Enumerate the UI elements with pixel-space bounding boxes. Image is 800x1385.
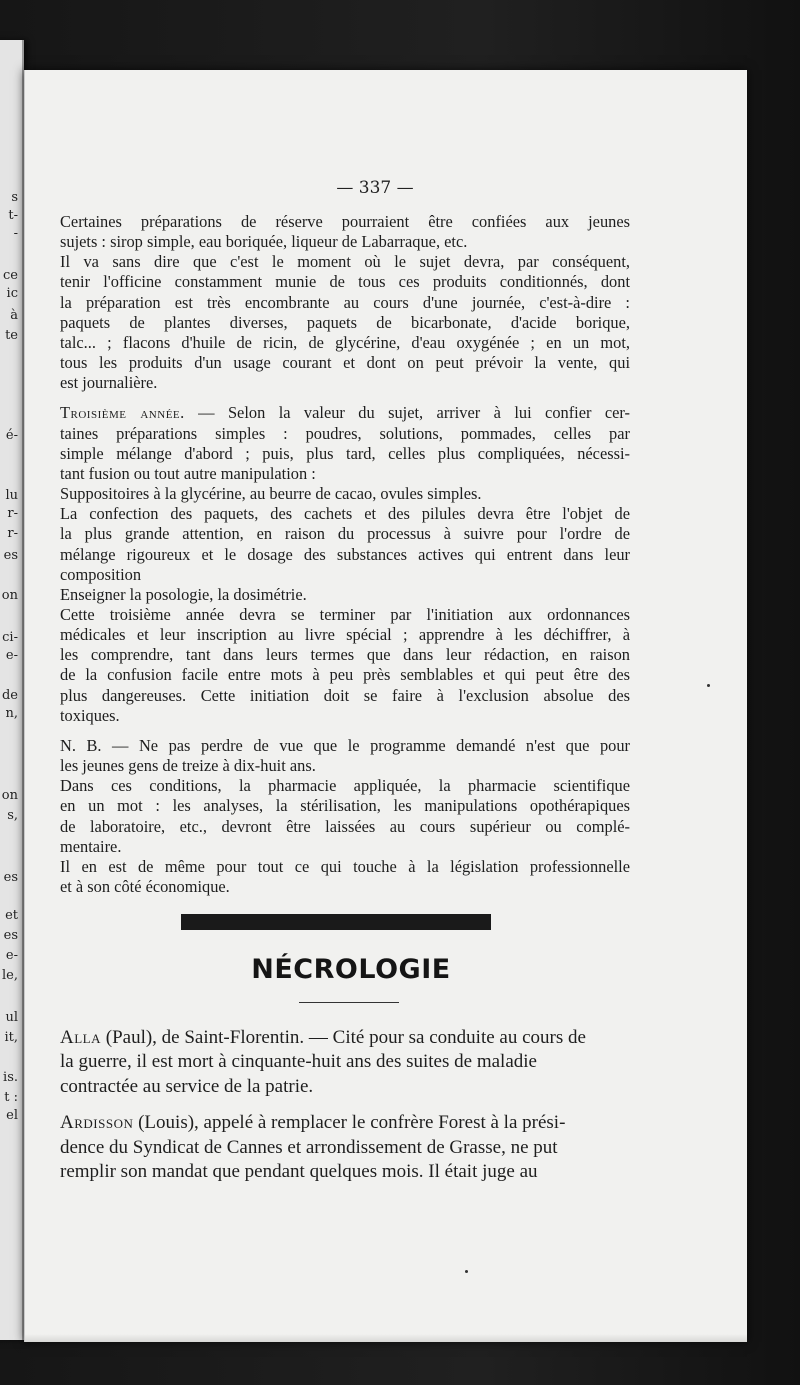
- text-line: [60, 817, 630, 837]
- text-line: [60, 313, 630, 333]
- text-line: [60, 1160, 630, 1184]
- paragraph: [60, 504, 630, 585]
- line-text: tant fusion ou tout autre manipulation :: [60, 463, 316, 483]
- facing-page-fragment: et: [5, 908, 18, 923]
- facing-page-fragment: is.: [3, 1070, 18, 1085]
- paragraph: [60, 484, 630, 504]
- text-line: [60, 585, 630, 605]
- line-text: remplir son mandat que pendant quelques mois. Il était juge au: [60, 1161, 538, 1183]
- text-line: [60, 1111, 630, 1135]
- line-text: Enseigner la posologie, la dosimétrie.: [60, 584, 307, 604]
- speck: [707, 684, 710, 687]
- section-title: NÉCROLOGIE: [251, 954, 451, 985]
- paragraph: [60, 857, 630, 897]
- paragraph: [60, 585, 630, 605]
- text-line: [60, 1050, 630, 1074]
- line-text: de la confusion facile entre mots à peu près semblables et qui peut être des: [60, 665, 630, 685]
- facing-page-fragment: le,: [2, 968, 18, 983]
- facing-page-fragment: s: [11, 190, 18, 205]
- line-text: médicales et leur inscription au livre spécial ; apprendre à les déchiffrer, à: [60, 625, 630, 645]
- line-text: taines préparations simples : poudres, solutions, pommades, celles par: [60, 423, 630, 443]
- text-line: [60, 504, 630, 524]
- facing-page-fragment: es: [3, 928, 18, 943]
- text-line: [60, 706, 630, 726]
- line-text: les jeunes gens de treize à dix-huit ans.: [60, 756, 316, 776]
- section-divider-bar: [181, 914, 491, 930]
- facing-page-fragment: on: [1, 788, 18, 803]
- facing-page-fragment: ic: [6, 286, 18, 301]
- line-text: paquets de plantes diverses, paquets de bicarbonate, d'acide borique,: [60, 312, 630, 332]
- line-text: talc... ; flacons d'huile de ricin, de glycérine, d'eau oxygénée ; en un mot,: [60, 332, 630, 352]
- facing-page-fragment: ul: [5, 1010, 18, 1025]
- paragraph: [60, 776, 630, 857]
- line-text: de laboratoire, etc., devront être laissées au cours supérieur ou complé-: [60, 816, 630, 836]
- facing-page-fragment: r-: [7, 506, 18, 521]
- facing-page-fragment: ce: [3, 268, 18, 283]
- line-text: composition: [60, 564, 142, 584]
- facing-page-fragment: e-: [5, 948, 18, 963]
- line-text: tenir l'officine constamment munie de tous ces produits conditionnés, dont: [60, 272, 630, 292]
- body-text: [60, 212, 630, 897]
- text-line: [60, 1026, 630, 1050]
- facing-page-fragment: e-: [5, 648, 18, 663]
- text-line: [60, 837, 630, 857]
- line-text: Cette troisième année devra se terminer par l'initiation aux ordonnances: [60, 604, 630, 624]
- text-line: [60, 756, 630, 776]
- text-line: [60, 736, 630, 756]
- text-line: [60, 645, 630, 665]
- facing-page-fragment: t-: [8, 208, 18, 223]
- text-line: [60, 252, 630, 272]
- line-text: plus dangereuses. Cette initiation doit se faire à l'exclusion absolue des: [60, 685, 630, 705]
- text-line: [60, 272, 630, 292]
- text-line: [60, 605, 630, 625]
- facing-page-fragment: es: [3, 548, 18, 563]
- obituary-name: Alla: [60, 1027, 101, 1048]
- facing-page-fragment: lu: [5, 488, 18, 503]
- facing-page-fragment: el: [6, 1108, 18, 1123]
- facing-page-fragment: t :: [4, 1090, 18, 1105]
- line-text: contractée au service de la patrie.: [60, 1075, 314, 1097]
- paragraph: [60, 403, 630, 484]
- line-text: Il en est de même pour tout ce qui touche à la législation professionnelle: [60, 856, 630, 876]
- line-text: en un mot : les analyses, la stérilisation, les manipulations opothérapiques: [60, 796, 630, 816]
- facing-page-fragment: à: [10, 308, 18, 323]
- text-line: [60, 464, 630, 484]
- text-line: [60, 444, 630, 464]
- facing-page-edge: [0, 40, 24, 1340]
- line-text: La confection des paquets, des cachets et des pilules devra être l'objet de: [60, 504, 630, 524]
- facing-page-fragment: é-: [5, 428, 18, 443]
- line-text: toxiques.: [60, 705, 120, 725]
- text-line: [60, 333, 630, 353]
- document-page: [24, 70, 747, 1342]
- line-text: les comprendre, tant dans leurs termes que dans leur rédaction, en raison: [60, 645, 630, 665]
- paragraph-gap: [60, 726, 630, 736]
- facing-page-fragment: on: [1, 588, 18, 603]
- text-line: [60, 403, 630, 423]
- obituary-entry: [60, 1026, 630, 1099]
- text-line: [60, 686, 630, 706]
- text-line: [60, 796, 630, 816]
- line-text: la plus grande attention, en raison du processus à suivre pour l'ordre de: [60, 524, 630, 544]
- line-text: tous les produits d'un usage courant et dont on peut prévoir la vente, qui: [60, 353, 630, 373]
- facing-page-fragment: te: [5, 328, 18, 343]
- text-line: [60, 484, 630, 504]
- line-text: N. B. — Ne pas perdre de vue que le programme demandé n'est que pour: [60, 735, 630, 755]
- text-line: [60, 373, 630, 393]
- text-line: [60, 625, 630, 645]
- paragraph: [60, 252, 630, 393]
- title-underline: [299, 1002, 399, 1003]
- text-line: [60, 877, 630, 897]
- text-line: [60, 1075, 630, 1099]
- paragraph: [60, 212, 630, 252]
- text-line: [60, 232, 630, 252]
- text-line: [60, 212, 630, 232]
- section-lead: Troisième année.: [60, 403, 185, 423]
- line-text: est journalière.: [60, 373, 158, 393]
- text-line: [60, 665, 630, 685]
- paragraph-gap: [60, 393, 630, 403]
- line-text: sujets : sirop simple, eau boriquée, liqueur de Labarraque, etc.: [60, 232, 468, 252]
- paragraph: [60, 736, 630, 776]
- text-line: [60, 524, 630, 544]
- line-text: et à son côté économique.: [60, 877, 230, 896]
- facing-page-fragment: it,: [4, 1030, 18, 1045]
- text-line: [60, 565, 630, 585]
- line-text: la guerre, il est mort à cinquante-huit ans des suites de maladie: [60, 1051, 537, 1073]
- facing-page-fragment: ci-: [2, 630, 18, 645]
- line-text: Suppositoires à la glycérine, au beurre de cacao, ovules simples.: [60, 484, 482, 504]
- line-text: la préparation est très encombrante au cours d'une journée, c'est-à-dire :: [60, 292, 630, 312]
- line-text: simple mélange d'abord ; puis, plus tard, celles plus compliquées, nécessi-: [60, 443, 630, 463]
- line-text: mélange rigoureux et le dosage des substances actives qui entrent dans leur: [60, 544, 630, 564]
- facing-page-fragment: es: [3, 870, 18, 885]
- text-line: [60, 293, 630, 313]
- obituary-text: [60, 1026, 630, 1184]
- line-text: Il va sans dire que c'est le moment où le sujet devra, par conséquent,: [60, 252, 630, 272]
- text-line: [60, 353, 630, 373]
- line-text: mentaire.: [60, 836, 122, 856]
- facing-page-fragment: s,: [7, 808, 18, 823]
- text-line: [60, 776, 630, 796]
- line-text: Dans ces conditions, la pharmacie appliquée, la pharmacie scientifique: [60, 776, 630, 796]
- line-text: (Paul), de Saint-Florentin. — Cité pour sa conduite au cours de: [101, 1027, 586, 1048]
- speck: [465, 1270, 468, 1273]
- line-text: — Selon la valeur du sujet, arriver à lui confier cer-: [184, 403, 630, 423]
- line-text: (Louis), appelé à remplacer le confrère Forest à la prési-: [133, 1112, 566, 1134]
- line-text: dence du Syndicat de Cannes et arrondissement de Grasse, ne put: [60, 1136, 558, 1158]
- text-line: [60, 857, 630, 877]
- text-line: [60, 424, 630, 444]
- obituary-name: Ardisson: [60, 1112, 134, 1134]
- facing-page-fragment: -: [13, 226, 18, 241]
- line-text: Certaines préparations de réserve pourraient être confiées aux jeunes: [60, 212, 630, 231]
- facing-page-fragment: de: [1, 688, 18, 703]
- facing-page-fragment: r-: [7, 526, 18, 541]
- facing-page-fragment: n,: [5, 706, 18, 721]
- text-line: [60, 1136, 630, 1160]
- paragraph-gap: [60, 1099, 630, 1111]
- obituary-entry: [60, 1111, 630, 1184]
- text-line: [60, 545, 630, 565]
- page-number: — 337 —: [336, 178, 414, 198]
- paragraph: [60, 605, 630, 726]
